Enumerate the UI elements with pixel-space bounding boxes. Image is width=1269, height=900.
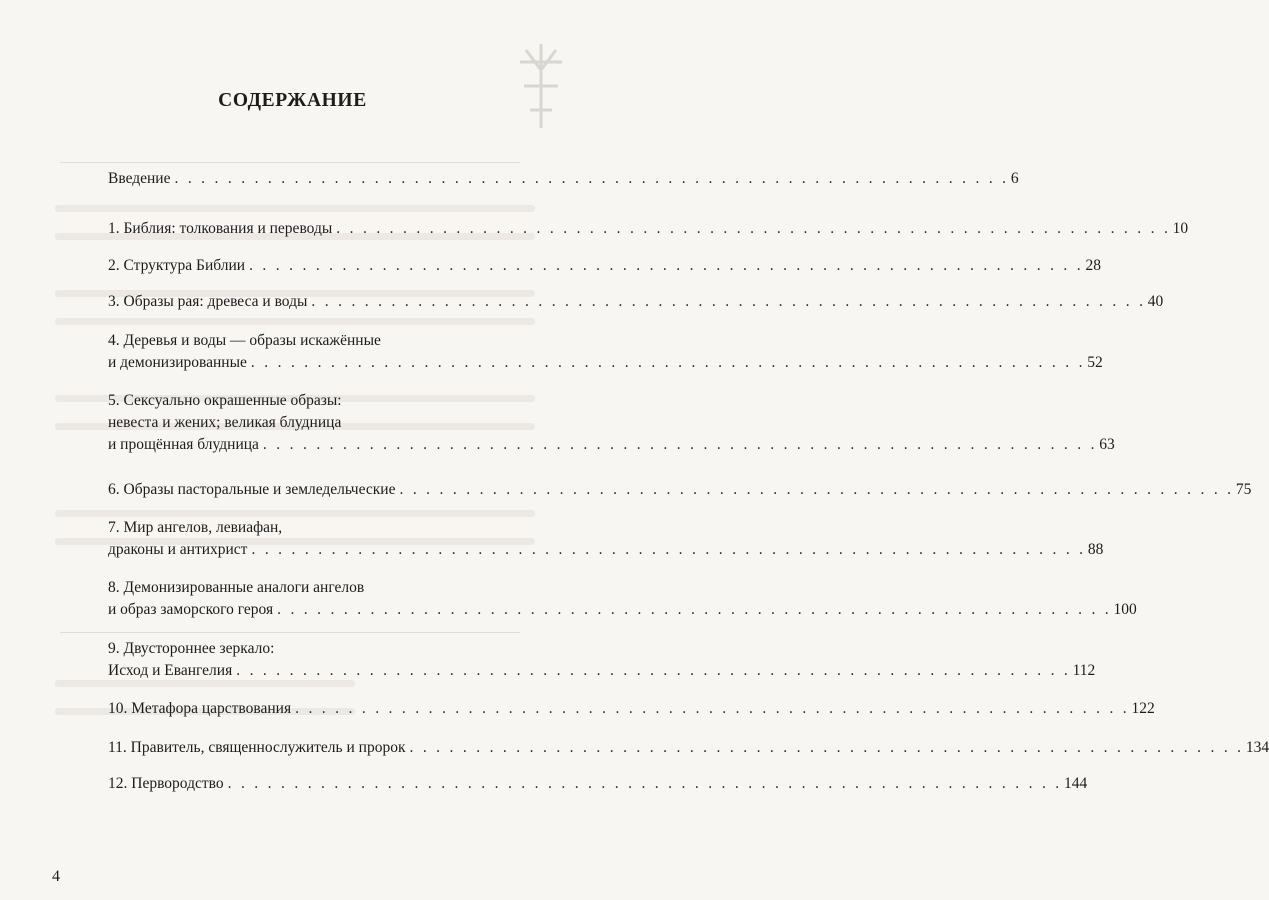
dot-leader: . . . . . . . . . . . . . . . . . . . . . . . . . . . . . . . . . . . . . . . . . . . . . . . . . . . . . . . . . . . . . . . <box>227 775 1062 792</box>
toc-entry-title: 4. Деревья и воды — образы искажённые <box>108 332 381 349</box>
dot-leader: . . . . . . . . . . . . . . . . . . . . . . . . . . . . . . . . . . . . . . . . . . . . . . . . . . . . . . . . . . . . . . . <box>249 257 1084 274</box>
dot-leader: . . . . . . . . . . . . . . . . . . . . . . . . . . . . . . . . . . . . . . . . . . . . . . . . . . . . . . . . . . . . . . . <box>251 541 1086 558</box>
toc-entry-title: 11. Правитель, священнослужитель и пророк <box>108 739 406 756</box>
toc-entry[interactable] <box>108 773 1088 795</box>
page-number: 4 <box>52 868 60 885</box>
bleed-through-text <box>55 510 535 517</box>
dot-leader: . . . . . . . . . . . . . . . . . . . . . . . . . . . . . . . . . . . . . . . . . . . . . . . . . . . . . . . . . . . . . . . <box>250 354 1086 371</box>
toc-entry-title: Введение <box>108 170 171 187</box>
toc-entry[interactable] <box>108 291 1164 313</box>
dot-leader: . . . . . . . . . . . . . . . . . . . . . . . . . . . . . . . . . . . . . . . . . . . . . . . . . . . . . . . . . . . . . . . <box>336 220 1171 237</box>
toc-entry-title: 5. Сексуально окрашенные образы: <box>108 392 342 409</box>
bleed-through-rule <box>60 632 520 633</box>
toc-entry-title: 8. Демонизированные аналоги ангелов <box>108 579 365 596</box>
toc-entry-title: драконы и антихрист <box>108 541 248 558</box>
toc-entry[interactable] <box>108 638 1096 682</box>
toc-entry-title: 7. Мир ангелов, левиафан, <box>108 519 283 536</box>
toc-page-number: 112 <box>1072 662 1096 679</box>
dot-leader: . . . . . . . . . . . . . . . . . . . . . . . . . . . . . . . . . . . . . . . . . . . . . . . . . . . . . . . . . . . . . . . <box>236 662 1071 679</box>
toc-entry[interactable] <box>108 479 1252 501</box>
toc-entry-title: Исход и Евангелия <box>108 662 233 679</box>
toc-entry[interactable] <box>108 255 1101 277</box>
toc-entry-title: 3. Образы рая: древеса и воды <box>108 293 308 310</box>
toc-page-number: 52 <box>1087 354 1103 371</box>
toc-entry[interactable] <box>108 330 1103 374</box>
toc-page-number: 144 <box>1063 775 1088 792</box>
toc-page-number: 40 <box>1147 293 1164 310</box>
bleed-through-rule <box>60 162 520 163</box>
toc-page-number: 75 <box>1235 481 1252 498</box>
toc-entry[interactable] <box>108 737 1269 759</box>
toc-entry[interactable] <box>108 517 1104 561</box>
toc-page-number: 6 <box>1010 170 1019 187</box>
toc-page-number: 28 <box>1085 257 1101 274</box>
toc-entry-title: 10. Метафора царствования <box>108 700 292 717</box>
toc-entry-title: и образ заморского героя <box>108 601 274 618</box>
dot-leader: . . . . . . . . . . . . . . . . . . . . . . . . . . . . . . . . . . . . . . . . . . . . . . . . . . . . . . . . . . . . . . . <box>399 481 1234 498</box>
dot-leader: . . . . . . . . . . . . . . . . . . . . . . . . . . . . . . . . . . . . . . . . . . . . . . . . . . . . . . . . . . . . . . . <box>311 293 1146 310</box>
toc-page-number: 10 <box>1172 220 1189 237</box>
toc-entry-title: 9. Двустороннее зеркало: <box>108 640 275 657</box>
toc-entry-title: 12. Первородство <box>108 775 224 792</box>
dot-leader: . . . . . . . . . . . . . . . . . . . . . . . . . . . . . . . . . . . . . . . . . . . . . . . . . . . . . . . . . . . . . . . <box>277 601 1112 618</box>
toc-entry-title: невеста и жених; великая блудница <box>108 414 342 431</box>
toc-entry-title: 1. Библия: толкования и переводы <box>108 220 333 237</box>
dot-leader: . . . . . . . . . . . . . . . . . . . . . . . . . . . . . . . . . . . . . . . . . . . . . . . . . . . . . . . . . . . . . . . <box>409 739 1244 756</box>
toc-entry[interactable] <box>108 218 1189 240</box>
toc-entry-title: 6. Образы пасторальные и земледельческие <box>108 481 396 498</box>
toc-page-number: 63 <box>1099 436 1115 453</box>
toc-page-number: 134 <box>1245 739 1269 756</box>
toc-entry[interactable] <box>108 390 1115 456</box>
bleed-through-text <box>55 318 535 325</box>
page-title: СОДЕРЖАНИЕ <box>218 90 367 111</box>
dot-leader: . . . . . . . . . . . . . . . . . . . . . . . . . . . . . . . . . . . . . . . . . . . . . . . . . . . . . . . . . . . . . . . <box>295 700 1130 717</box>
toc-entry-title: и прощённая блудница <box>108 436 259 453</box>
toc-entry-title: и демонизированные <box>108 354 247 371</box>
toc-page-number: 88 <box>1087 541 1104 558</box>
toc-page-number: 122 <box>1131 700 1155 717</box>
toc-entry[interactable] <box>108 577 1137 621</box>
toc-entry[interactable] <box>108 698 1155 720</box>
bleed-through-text <box>55 205 535 212</box>
dot-leader: . . . . . . . . . . . . . . . . . . . . . . . . . . . . . . . . . . . . . . . . . . . . . . . . . . . . . . . . . . . . . . . <box>262 436 1098 453</box>
bleed-through-emblem <box>512 40 570 132</box>
toc-entry[interactable] <box>108 168 1019 190</box>
toc-entry-title: 2. Структура Библии <box>108 257 246 274</box>
dot-leader: . . . . . . . . . . . . . . . . . . . . . . . . . . . . . . . . . . . . . . . . . . . . . . . . . . . . . . . . . . . . . . . <box>174 170 1009 187</box>
toc-page-number: 100 <box>1113 601 1137 618</box>
